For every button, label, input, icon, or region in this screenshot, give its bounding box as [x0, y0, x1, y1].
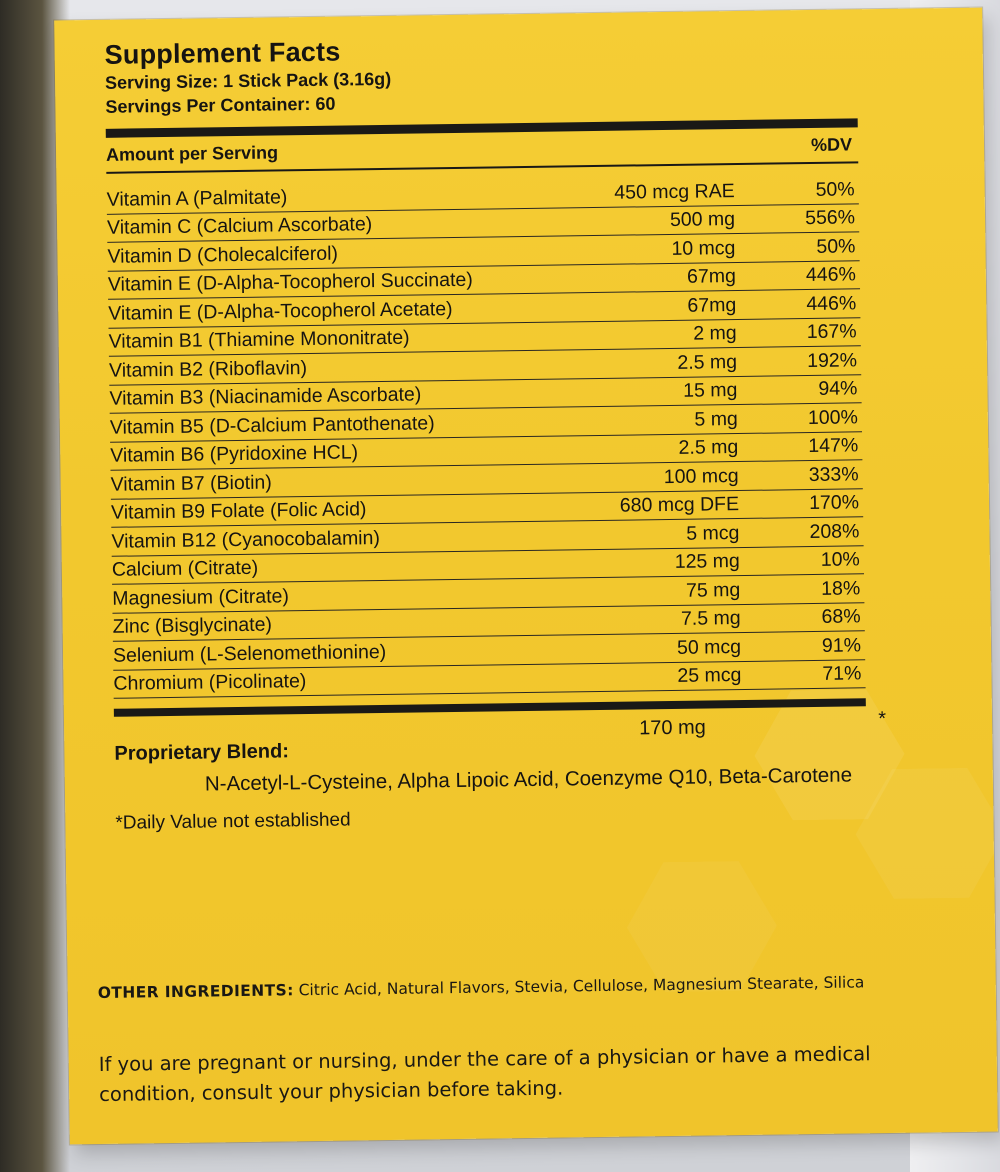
nutrient-dv: 50%	[815, 177, 855, 201]
nutrient-name: Selenium (L-Selenomethionine)	[112, 640, 387, 667]
nutrient-dv: 71%	[822, 662, 862, 685]
nutrient-dv: 147%	[808, 434, 859, 458]
nutrient-name: Vitamin A (Palmitate)	[106, 185, 288, 211]
blend-asterisk: *	[878, 707, 887, 731]
nutrient-name: Magnesium (Citrate)	[112, 584, 290, 610]
dv-header: %DV	[810, 133, 853, 155]
nutrient-amount: 67mg	[686, 265, 736, 288]
nutrient-name: Vitamin B7 (Biotin)	[110, 471, 272, 496]
nutrient-dv: 68%	[821, 605, 861, 628]
blend-ingredients: N-Acetyl-L-Cysteine, Alpha Lipoic Acid, Coenzyme Q10, Beta-Carotene	[204, 763, 853, 796]
facts-title: Supplement Facts	[104, 36, 341, 70]
nutrient-amount: 125 mg	[674, 550, 740, 573]
nutrient-name: Vitamin B1 (Thiamine Mononitrate)	[108, 326, 410, 353]
nutrient-dv: 208%	[809, 519, 860, 543]
other-ingredients	[98, 968, 958, 1006]
amount-header: Amount per Serving	[105, 141, 279, 165]
warning-text: If you are pregnant or nursing, under the care of a physician or have a medical condition, consult your physician before taking.	[98, 1042, 871, 1107]
nutrient-dv: 94%	[818, 377, 858, 400]
nutrient-dv: 167%	[806, 320, 857, 344]
nutrient-amount: 7.5 mg	[680, 607, 741, 630]
daily-value-note: *Daily Value not established	[115, 809, 351, 834]
blend-amount: 170 mg	[638, 716, 707, 740]
nutrient-amount: 680 mcg DFE	[619, 493, 740, 517]
nutrient-dv: 192%	[806, 348, 858, 372]
nutrient-amount: 5 mg	[694, 407, 738, 431]
nutrient-name: Vitamin B12 (Cyanocobalamin)	[111, 526, 381, 553]
nutrient-name: Calcium (Citrate)	[111, 556, 259, 581]
nutrient-name: Vitamin C (Calcium Ascorbate)	[106, 213, 373, 239]
nutrient-name: Zinc (Bisglycinate)	[112, 613, 273, 638]
nutrient-amount: 50 mcg	[676, 635, 742, 659]
nutrient-dv: 446%	[805, 263, 856, 287]
nutrient-dv: 170%	[808, 491, 860, 515]
nutrient-amount: 2.5 mg	[677, 350, 738, 374]
nutrient-name: Vitamin E (D-Alpha-Tocopherol Succinate)	[107, 268, 473, 296]
nutrient-amount: 100 mcg	[663, 464, 739, 488]
nutrient-name: Vitamin B6 (Pyridoxine HCL)	[110, 441, 359, 467]
nutrient-amount: 2.5 mg	[678, 436, 739, 459]
nutrient-amount: 15 mg	[683, 379, 738, 402]
nutrient-name: Vitamin E (D-Alpha-Tocopherol Acetate)	[108, 297, 453, 325]
nutrient-name: Vitamin B2 (Riboflavin)	[108, 356, 308, 382]
nutrient-dv: 556%	[805, 206, 856, 230]
nutrient-dv: 446%	[806, 291, 857, 315]
supplement-box-panel	[54, 8, 998, 1145]
servings-per-container: Servings Per Container: 60	[105, 93, 336, 117]
nutrient-amount: 450 mcg RAE	[614, 179, 735, 204]
nutrient-amount: 500 mg	[669, 208, 736, 231]
other-ingredients-text: Citric Acid, Natural Flavors, Stevia, Cellulose, Magnesium Stearate, Silica	[298, 973, 865, 1000]
nutrient-name: Vitamin B9 Folate (Folic Acid)	[110, 498, 367, 524]
supplement-facts-label	[104, 29, 887, 834]
nutrient-dv: 18%	[821, 576, 861, 600]
serving-size: Serving Size: 1 Stick Pack (3.16g)	[104, 68, 392, 93]
other-ingredients-label: OTHER INGREDIENTS:	[97, 981, 294, 1003]
nutrient-dv: 50%	[816, 234, 856, 258]
nutrient-amount: 5 mcg	[686, 521, 740, 545]
nutrient-dv: 91%	[821, 633, 862, 657]
nutrient-table	[107, 175, 866, 698]
blend-label: Proprietary Blend:	[114, 740, 290, 765]
nutrient-dv: 333%	[808, 462, 859, 486]
nutrient-amount: 2 mg	[693, 322, 737, 345]
nutrient-dv: 10%	[820, 548, 860, 571]
nutrient-dv: 100%	[807, 405, 858, 429]
nutrient-name: Vitamin D (Cholecalciferol)	[107, 242, 339, 268]
nutrient-amount: 25 mcg	[677, 664, 742, 687]
nutrient-amount: 67mg	[687, 293, 737, 317]
proprietary-blend	[114, 707, 887, 800]
nutrient-name: Chromium (Picolinate)	[113, 670, 307, 695]
nutrient-name: Vitamin B3 (Niacinamide Ascorbate)	[109, 383, 422, 410]
nutrient-amount: 10 mcg	[671, 236, 736, 260]
nutrient-amount: 75 mg	[685, 578, 741, 602]
nutrient-name: Vitamin B5 (D-Calcium Pantothenate)	[109, 411, 435, 439]
